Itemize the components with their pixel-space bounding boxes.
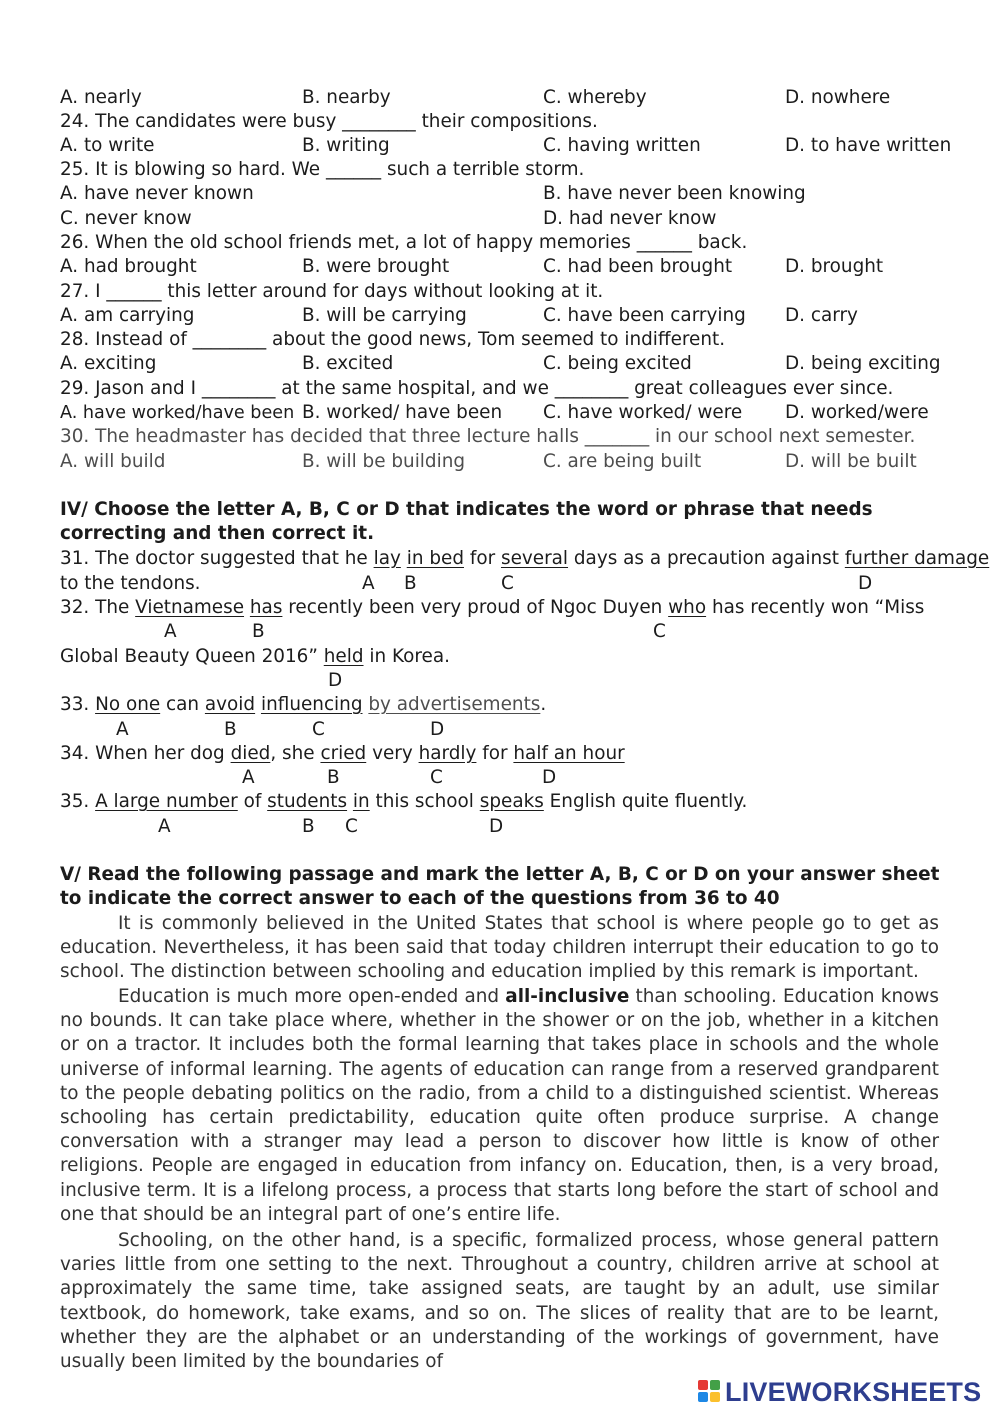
q30-option-c: C. are being built — [543, 451, 702, 472]
liveworksheets-logo-text: LIVEWORKSHEETS — [725, 1376, 982, 1407]
q31-underline-b: in bed — [406, 548, 464, 569]
q24-option-a: A. to write — [60, 135, 155, 156]
q24-option-c: C. having written — [543, 135, 701, 156]
q32-sentence-line2: Global Beauty Queen 2016” held in Korea. — [60, 646, 450, 667]
q30-option-b: B. will be building — [302, 451, 466, 472]
liveworksheets-logo-icon — [698, 1380, 722, 1404]
q23-option-c: C. whereby — [543, 87, 647, 108]
q28-option-a: A. exciting — [60, 353, 157, 374]
q30-option-d: D. will be built — [785, 451, 917, 472]
q34-label-a: A — [242, 767, 255, 788]
q35-underline-b: students — [267, 791, 348, 812]
q35-label-a: A — [158, 816, 171, 837]
q34-label-d: D — [542, 767, 557, 788]
q24-option-b: B. writing — [302, 135, 390, 156]
q26-option-d: D. brought — [785, 256, 884, 277]
q31-label-d: D — [858, 573, 873, 594]
q35-sentence: 35. A large number of students in this school speaks English quite fluently. — [60, 791, 748, 812]
q33-label-c: C — [312, 719, 325, 740]
q24-stem: 24. The candidates were busy ________ their compositions. — [60, 111, 598, 132]
q34-sentence: 34. When her dog died, she cried very hardly for half an hour — [60, 743, 625, 764]
q26-option-b: B. were brought — [302, 256, 450, 277]
q27-option-b: B. will be carrying — [302, 305, 467, 326]
q31-underline-d: further damage — [844, 548, 990, 569]
q32-underline-a: Vietnamese — [135, 597, 245, 618]
q32-label-c: C — [653, 621, 666, 642]
q29-option-b: B. worked/ have been — [302, 402, 503, 423]
q30-stem: 30. The headmaster has decided that three lecture halls _______ in our school next semester. — [60, 426, 916, 447]
q29-option-c: C. have worked/ were — [543, 402, 743, 423]
q27-option-d: D. carry — [785, 305, 858, 326]
passage-paragraph-2: Education is much more open-ended and all-inclusive than schooling. Education knows no bounds. It can take place where, whether in the shower or on the job, whether in a kitchen or on a tractor. It includes both the formal learning that takes place in schools and the whole universe of informal learning. The agents of education can range from a reserved grandparent to the people debating politics on the radio, from a child to a distinguished scientist. Whereas schooling has certain predictability, education quite often produce surprise. A change conversation with a stranger may lead a person to discover how little is know of other religions. People are engaged in education from infancy on. Education, then, is a very broad, inclusive term. It is a lifelong process, a process that starts long before the start of school and one that should be an integral part of one’s entire life. — [60, 986, 939, 1225]
passage-paragraph-3: Schooling, on the other hand, is a specific, formalized process, whose general pattern varies little from one setting to the next. Throughout a country, children arrive at school at approximately the same time, take assigned seats, are taught by an adult, use similar textbook, do homework, take exams, and so on. The slices of reality that are to be learnt, whether they are the alphabet or an understanding of the workings of government, have usually been limited by the boundaries of — [60, 1230, 939, 1373]
q26-option-a: A. had brought — [60, 256, 197, 277]
q33-underline-c: influencing — [260, 694, 363, 715]
q31-underline-a: lay — [373, 548, 401, 569]
q34-label-c: C — [430, 767, 443, 788]
passage-paragraph-1: It is commonly believed in the United States that school is where people go to get as education. Nevertheless, it has been said that today children interrupt their education to go to school. The distinction between schooling and education implied by this remark is important. — [60, 913, 939, 983]
q31-underline-c: several — [500, 548, 569, 569]
q27-option-a: A. am carrying — [60, 305, 195, 326]
q32-sentence: 32. The Vietnamese has recently been very proud of Ngoc Duyen who has recently won “Miss — [60, 597, 925, 618]
q27-option-c: C. have been carrying — [543, 305, 746, 326]
q28-option-c: C. being excited — [543, 353, 692, 374]
q32-underline-b: has — [249, 597, 283, 618]
q32-underline-d: held — [323, 646, 364, 667]
liveworksheets-logo — [698, 1377, 981, 1407]
q31-label-a: A — [362, 573, 375, 594]
q32-label-d: D — [328, 670, 343, 691]
q24-option-d: D. to have written — [785, 135, 952, 156]
q34-label-b: B — [327, 767, 340, 788]
q28-stem: 28. Instead of ________ about the good news, Tom seemed to indifferent. — [60, 329, 726, 350]
q33-label-d: D — [430, 719, 445, 740]
q35-label-b: B — [302, 816, 315, 837]
q31-label-b: B — [404, 573, 417, 594]
q35-label-d: D — [489, 816, 504, 837]
q35-underline-a: A large number — [95, 791, 238, 812]
q31-sentence: 31. The doctor suggested that he lay in bed for several days as a precaution against further damage — [60, 548, 990, 569]
section-4-heading: IV/ Choose the letter A, B, C or D that indicates the word or phrase that needs correcting and then correct it. — [60, 499, 873, 544]
q23-option-b: B. nearby — [302, 87, 391, 108]
q25-option-a: A. have never known — [60, 183, 254, 204]
q33-underline-d: by advertisements — [368, 694, 541, 715]
q32-underline-c: who — [668, 597, 707, 618]
q30-option-a: A. will build — [60, 451, 166, 472]
q29-option-a: A. have worked/have been — [60, 403, 295, 423]
q31-sentence-line2: to the tendons. — [60, 573, 201, 594]
q34-underline-a: died — [230, 743, 271, 764]
q27-stem: 27. I ______ this letter around for days without looking at it. — [60, 281, 604, 302]
q33-sentence: 33. No one can avoid influencing by advertisements. — [60, 694, 547, 715]
q33-underline-a: No one — [95, 694, 161, 715]
q34-underline-c: hardly — [418, 743, 477, 764]
q35-label-c: C — [345, 816, 358, 837]
q29-option-d: D. worked/were — [785, 402, 929, 423]
q33-label-a: A — [116, 719, 129, 740]
q25-option-c: C. never know — [60, 208, 192, 229]
q23-option-d: D. nowhere — [785, 87, 891, 108]
q34-underline-b: cried — [320, 743, 367, 764]
q32-label-b: B — [252, 621, 265, 642]
passage-bold-word: all-inclusive — [505, 986, 630, 1007]
q26-option-c: C. had been brought — [543, 256, 733, 277]
q25-stem: 25. It is blowing so hard. We ______ such a terrible storm. — [60, 159, 585, 180]
q34-underline-d: half an hour — [513, 743, 625, 764]
q28-option-d: D. being exciting — [785, 353, 941, 374]
q23-option-a: A. nearly — [60, 87, 142, 108]
q26-stem: 26. When the old school friends met, a lot of happy memories ______ back. — [60, 232, 748, 253]
q35-underline-c: in — [352, 791, 370, 812]
q25-option-b: B. have never been knowing — [543, 183, 806, 204]
q35-underline-d: speaks — [479, 791, 544, 812]
q28-option-b: B. excited — [302, 353, 394, 374]
q29-stem: 29. Jason and I ________ at the same hospital, and we ________ great colleagues ever since. — [60, 378, 894, 399]
q31-label-c: C — [501, 573, 514, 594]
q33-label-b: B — [224, 719, 237, 740]
q33-underline-b: avoid — [204, 694, 256, 715]
section-5-heading: V/ Read the following passage and mark the letter A, B, C or D on your answer sheet to indicate the correct answer to each of the questions from 36 to 40 — [60, 864, 940, 909]
q32-label-a: A — [164, 621, 177, 642]
q25-option-d: D. had never know — [543, 208, 717, 229]
